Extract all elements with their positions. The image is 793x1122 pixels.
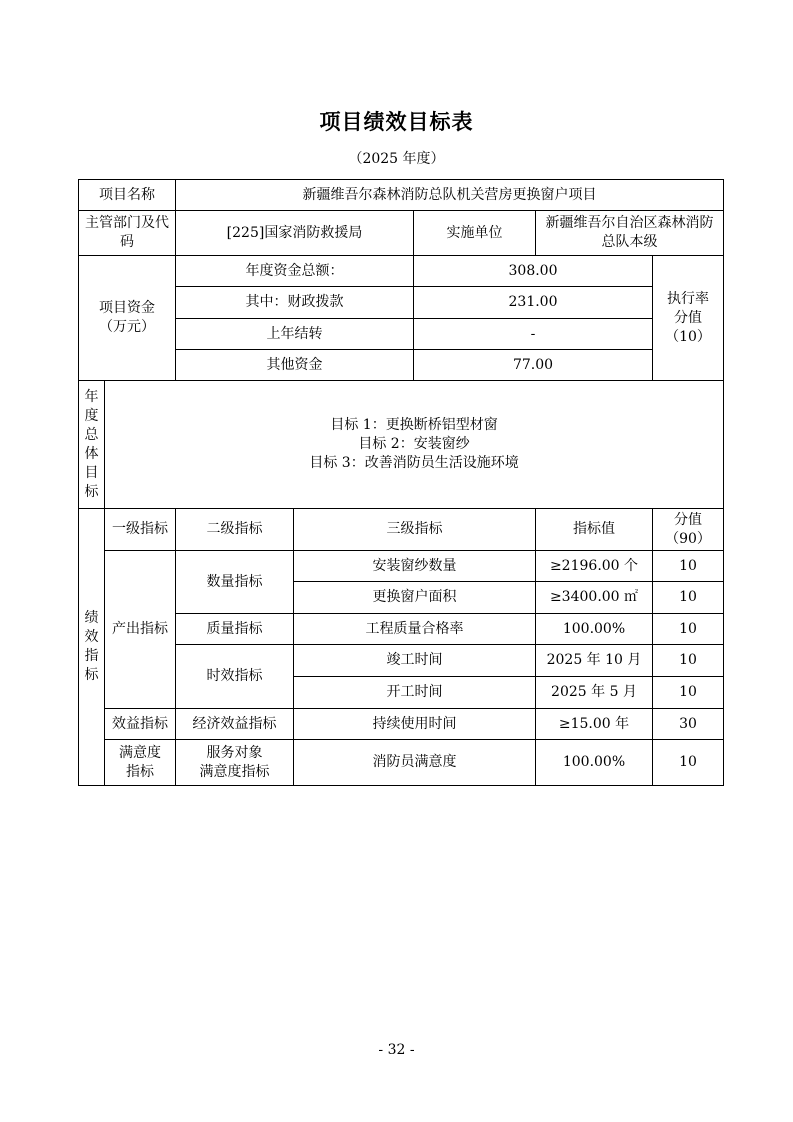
satisfaction-indicator-label: 满意度 指标 xyxy=(105,740,176,786)
indicator-value: ≥2196.00 个 xyxy=(536,551,653,582)
goal-item: 目标 1：更换断桥铝型材窗 xyxy=(330,417,498,433)
funds-row xyxy=(79,287,724,319)
department-row xyxy=(79,211,724,256)
funds-carryover-value: - xyxy=(414,319,653,350)
indicator-name: 持续使用时间 xyxy=(294,709,536,740)
page-title: 项目绩效目标表 xyxy=(319,110,474,134)
funds-row xyxy=(79,319,724,350)
annual-goals-row xyxy=(79,381,724,509)
performance-header-row xyxy=(79,509,724,551)
indicator-score: 10 xyxy=(653,614,724,645)
indicator-score: 10 xyxy=(653,582,724,614)
project-name-row xyxy=(79,180,724,211)
indicator-row xyxy=(79,740,724,786)
implementing-unit-label: 实施单位 xyxy=(414,211,536,256)
indicator-name: 竣工时间 xyxy=(294,645,536,677)
indicator-score: 10 xyxy=(653,677,724,709)
funds-total-value: 308.00 xyxy=(414,256,653,287)
indicator-row xyxy=(79,645,724,677)
indicator-score: 10 xyxy=(653,551,724,582)
header-level2: 二级指标 xyxy=(176,509,294,551)
indicator-row xyxy=(79,551,724,582)
header-score: 分值 （90） xyxy=(653,509,724,551)
funds-carryover-label: 上年结转 xyxy=(176,319,414,350)
funds-fiscal-label: 其中：财政拨款 xyxy=(176,287,414,319)
quantity-indicator-label: 数量指标 xyxy=(176,551,294,614)
indicator-value: 2025 年 10 月 xyxy=(536,645,653,677)
indicator-value: 2025 年 5 月 xyxy=(536,677,653,709)
funds-row xyxy=(79,350,724,381)
indicator-value: 100.00% xyxy=(536,614,653,645)
quality-indicator-label: 质量指标 xyxy=(176,614,294,645)
indicator-value: ≥15.00 年 xyxy=(536,709,653,740)
funds-fiscal-value: 231.00 xyxy=(414,287,653,319)
economic-benefit-label: 经济效益指标 xyxy=(176,709,294,740)
project-name-value: 新疆维吾尔森林消防总队机关营房更换窗户项目 xyxy=(176,180,724,211)
funds-other-label: 其他资金 xyxy=(176,350,414,381)
indicator-row xyxy=(79,614,724,645)
header-level1: 一级指标 xyxy=(105,509,176,551)
indicator-score: 30 xyxy=(653,709,724,740)
department-value: [225]国家消防救援局 xyxy=(176,211,414,256)
goal-item: 目标 2：安装窗纱 xyxy=(358,436,470,452)
indicator-value: ≥3400.00 ㎡ xyxy=(536,582,653,614)
timeliness-indicator-label: 时效指标 xyxy=(176,645,294,709)
header-level3: 三级指标 xyxy=(294,509,536,551)
project-name-label: 项目名称 xyxy=(79,180,176,211)
funds-other-value: 77.00 xyxy=(414,350,653,381)
indicator-name: 消防员满意度 xyxy=(294,740,536,786)
implementing-unit-value: 新疆维吾尔自治区森林消防总队本级 xyxy=(536,211,724,256)
indicator-name: 开工时间 xyxy=(294,677,536,709)
annual-goals-content xyxy=(105,381,724,509)
funds-label: 项目资金 （万元） xyxy=(79,256,176,381)
indicator-score: 10 xyxy=(653,740,724,786)
performance-goal-table xyxy=(78,179,724,786)
indicator-value: 100.00% xyxy=(536,740,653,786)
indicator-name: 工程质量合格率 xyxy=(294,614,536,645)
department-label: 主管部门及代码 xyxy=(79,211,176,256)
indicator-score: 10 xyxy=(653,645,724,677)
funds-row xyxy=(79,256,724,287)
performance-indicators-label: 绩 效 指 标 xyxy=(79,509,105,786)
header-indicator-value: 指标值 xyxy=(536,509,653,551)
indicator-name: 更换窗户面积 xyxy=(294,582,536,614)
benefit-indicator-label: 效益指标 xyxy=(105,709,176,740)
indicator-row xyxy=(79,709,724,740)
annual-goals-label: 年 度 总 体 目 标 xyxy=(79,381,105,509)
execution-rate-score: 执行率 分值 （10） xyxy=(653,256,724,381)
page-number: - 32 - xyxy=(378,1042,415,1058)
funds-total-label: 年度资金总额： xyxy=(176,256,414,287)
service-satisfaction-label: 服务对象 满意度指标 xyxy=(176,740,294,786)
output-indicator-label: 产出指标 xyxy=(105,551,176,709)
indicator-name: 安装窗纱数量 xyxy=(294,551,536,582)
page-subtitle: （2025 年度） xyxy=(348,151,445,167)
goal-item: 目标 3：改善消防员生活设施环境 xyxy=(309,455,519,471)
